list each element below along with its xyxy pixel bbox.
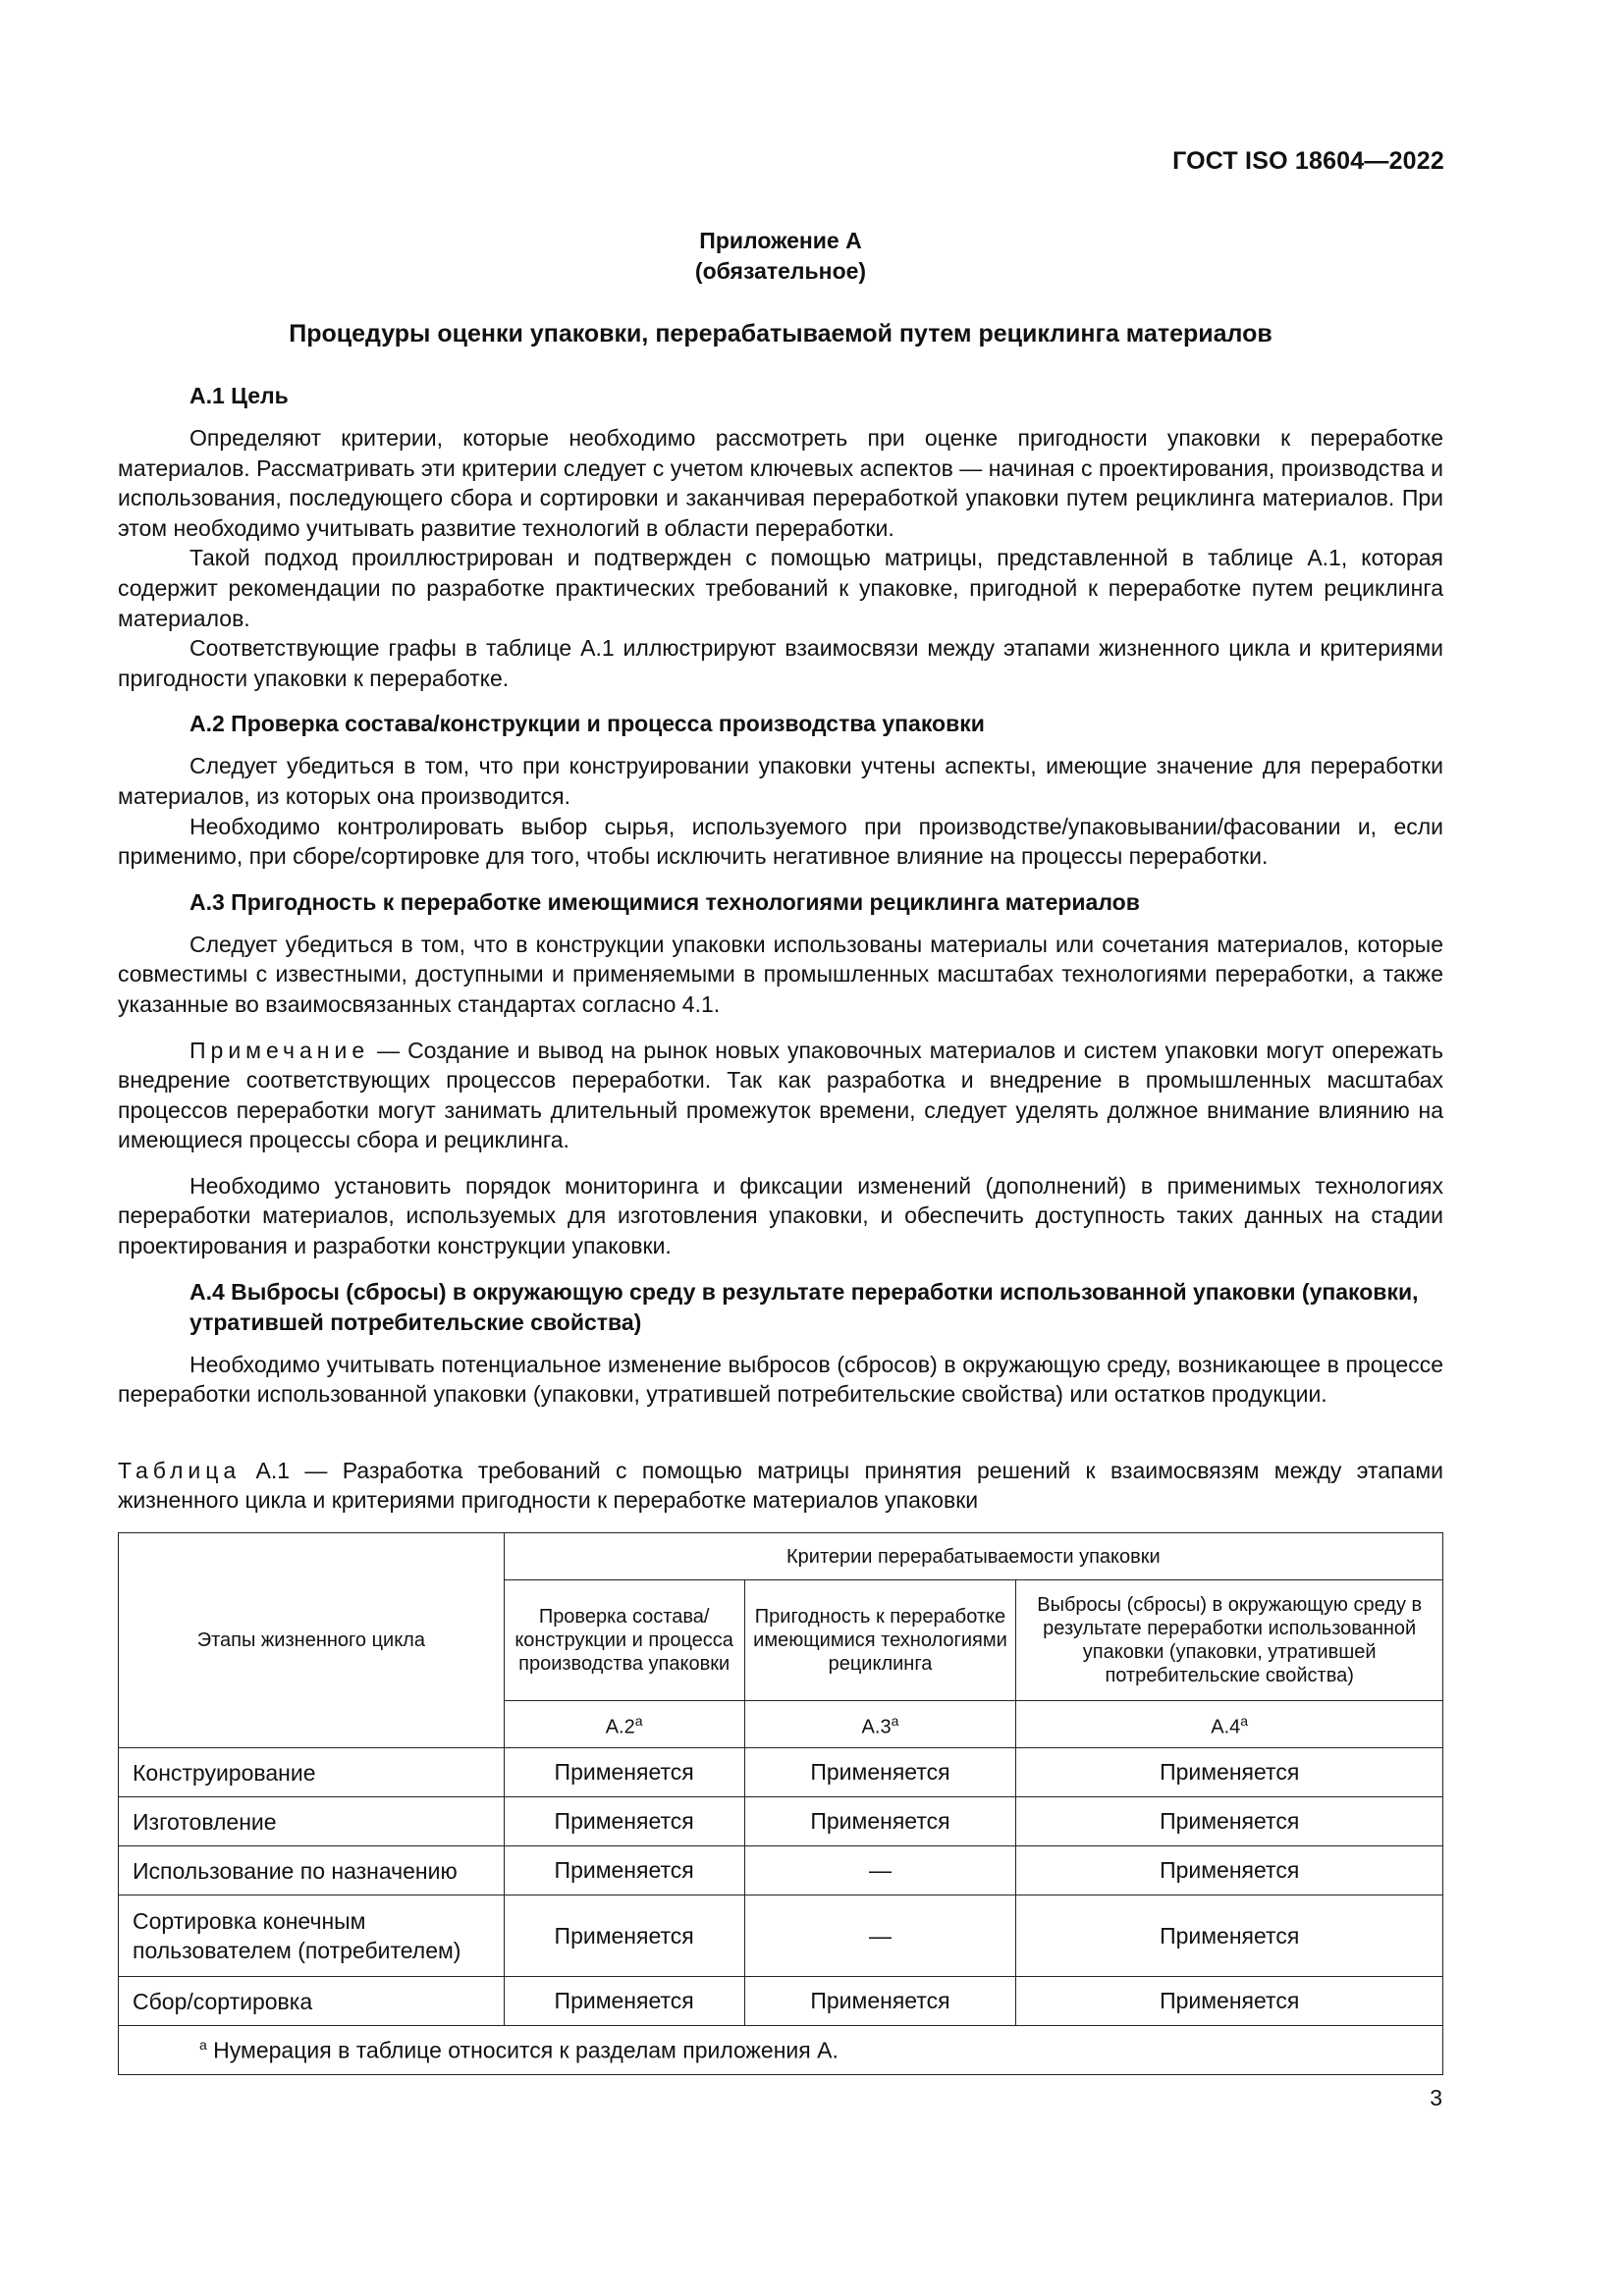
stage-cell: Изготовление [119, 1797, 505, 1846]
table-caption-text: А.1 — Разработка требований с помощью матрицы принятия решений к взаимосвязям между этапами жизненного цикла и критериями пригодности к переработке материалов упаковки [118, 1458, 1443, 1513]
section-a2-heading: А.2 Проверка состава/конструкции и процесса производства упаковки [189, 711, 985, 737]
value-cell: Применяется [1016, 1748, 1443, 1797]
value-cell: Применяется [504, 1846, 744, 1896]
value-cell: Применяется [504, 1797, 744, 1846]
value-cell: Применяется [1016, 1846, 1443, 1896]
value-cell: Применяется [744, 1797, 1016, 1846]
note-text: — Создание и вывод на рынок новых упаковочных материалов и систем упаковки могут опережать внедрение соответствующих процессов переработки. Так как разработка и внедрение в промышленных масштабах процессов переработки могут занимать длительный промежуток времени, следует уделять должное внимание влиянию на имеющиеся процессы сбора и рециклинга. [118, 1037, 1443, 1153]
table-row [119, 1896, 1443, 1977]
section-a3-paragraph-2: Необходимо установить порядок мониторинга и фиксации изменений (дополнений) в применимых технологиях переработки материалов, используемых для изготовления упаковки, и обеспечить доступность таких данных на стадии проектирования и разработки конструкции упаковки. [118, 1172, 1443, 1259]
document-body [118, 381, 1443, 1410]
criterion-header-recyclability: Пригодность к переработке имеющимися технологиями рециклинга [744, 1580, 1016, 1701]
stage-cell: Сбор/сортировка [119, 1977, 505, 2026]
section-a1-paragraph-2: Такой подход проиллюстрирован и подтвержден с помощью матрицы, представленной в таблице А.1, которая содержит рекомендации по разработке практических требований к упаковке, пригодной к переработке путем рециклинга материалов. [118, 545, 1443, 631]
stage-cell: Использование по назначению [119, 1846, 505, 1896]
value-cell: — [744, 1896, 1016, 1977]
value-cell: Применяется [504, 1977, 744, 2026]
page-number: 3 [1430, 2085, 1442, 2110]
table-footnote: $^a$ Нумерация в таблице относится к разделам приложения А. [119, 2026, 1443, 2075]
section-a3-heading: А.3 Пригодность к переработке имеющимися технологиями рециклинга материалов [189, 888, 1140, 915]
annex-title: Приложение А [699, 228, 862, 253]
value-cell: Применяется [744, 1977, 1016, 2026]
value-cell: Применяется [1016, 1977, 1443, 2026]
value-cell: Применяется [504, 1896, 744, 1977]
value-cell: Применяется [504, 1748, 744, 1797]
table-caption-label: Таблица [118, 1458, 242, 1483]
criterion-ref-a2: А.2$^a$ [504, 1701, 744, 1748]
stage-cell: Конструирование [119, 1748, 505, 1797]
section-a4-paragraph-1: Необходимо учитывать потенциальное изменение выбросов (сбросов) в окружающую среду, возникающее в процессе переработки использованной упаковки (упаковки, утратившей потребительские свойства) или остатков продукции. [118, 1351, 1443, 1408]
section-a1-paragraph-3: Соответствующие графы в таблице А.1 иллюстрируют взаимосвязи между этапами жизненного цикла и критериями пригодности упаковки к переработке. [118, 635, 1443, 691]
section-a2-paragraph-2: Необходимо контролировать выбор сырья, используемого при производстве/упаковывании/фасовании и, если применимо, при сборе/сортировке для того, чтобы исключить негативное влияние на процессы переработки. [118, 813, 1443, 870]
main-title: Процедуры оценки упаковки, перерабатываемой путем рециклинга материалов [289, 320, 1272, 347]
section-a4-heading: А.4 Выбросы (сбросы) в окружающую среду в результате переработки использованной упаковки (упаковки, утратившей потребительские свойства) [189, 1278, 1419, 1335]
value-cell: Применяется [1016, 1797, 1443, 1846]
table-row [119, 1797, 1443, 1846]
document-code: ГОСТ ISO 18604—2022 [1172, 147, 1444, 175]
section-a2-paragraph-1: Следует убедиться в том, что при конструировании упаковки учтены аспекты, имеющие значение для переработки материалов, из которых она производится. [118, 753, 1443, 809]
value-cell: Применяется [744, 1748, 1016, 1797]
annex-heading [0, 226, 1561, 287]
decision-matrix-table [118, 1532, 1443, 2075]
table-row [119, 1977, 1443, 2026]
value-cell: Применяется [1016, 1896, 1443, 1977]
annex-status: (обязательное) [694, 258, 867, 284]
table-row [119, 1846, 1443, 1896]
section-a1-heading: А.1 Цель [189, 383, 289, 408]
stage-cell: Сортировка конечным пользователем (потребителем) [119, 1896, 505, 1977]
section-a1-paragraph-1: Определяют критерии, которые необходимо рассмотреть при оценке пригодности упаковки к переработке материалов. Рассматривать эти критерии следует с учетом ключевых аспектов — начиная с проектирования, производства и использования, последующего сбора и сортировки и заканчивая переработкой упаковки путем рециклинга материалов. При этом необходимо учитывать развитие технологий в области переработки. [118, 425, 1443, 541]
criterion-ref-a4: А.4$^a$ [1016, 1701, 1443, 1748]
table-caption [118, 1456, 1443, 1515]
criteria-group-header: Критерии перерабатываемости упаковки [504, 1533, 1442, 1580]
table-row [119, 1748, 1443, 1797]
section-a3-note [118, 1036, 1443, 1155]
stage-column-header: Этапы жизненного цикла [119, 1533, 505, 1748]
criterion-ref-a3: А.3$^a$ [744, 1701, 1016, 1748]
section-a3-paragraph-1: Следует убедиться в том, что в конструкции упаковки использованы материалы или сочетания материалов, которые совместимы с известными, доступными и применяемыми в промышленных масштабах технологиями переработки, а также указанные во взаимосвязанных стандартах согласно 4.1. [118, 931, 1443, 1017]
criterion-header-composition: Проверка состава/ конструкции и процесса производства упаковки [504, 1580, 744, 1701]
note-label: Примечание [189, 1037, 370, 1063]
criterion-header-emissions: Выбросы (сбросы) в окружающую среду в результате переработки использованной упаковки (упаковки, утратившей потребительские свойства) [1016, 1580, 1443, 1701]
value-cell: — [744, 1846, 1016, 1896]
